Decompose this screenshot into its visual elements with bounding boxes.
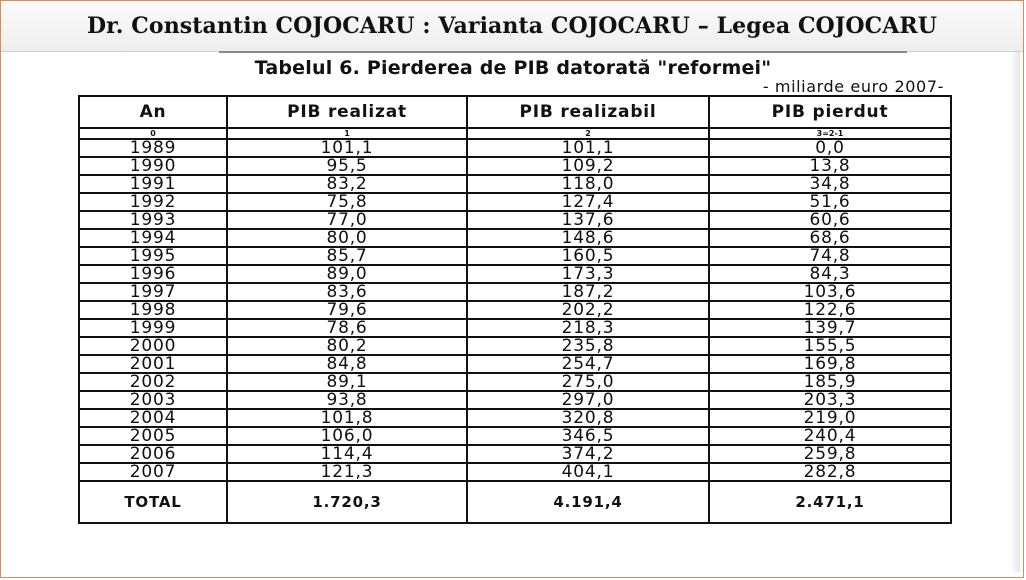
year-cell: 2005 bbox=[79, 427, 227, 445]
total-value: 2.471,1 bbox=[709, 481, 951, 523]
total-value: 1.720,3 bbox=[227, 481, 467, 523]
value-cell: 240,4 bbox=[709, 427, 951, 445]
value-cell: 185,9 bbox=[709, 373, 951, 391]
value-cell: 404,1 bbox=[467, 463, 709, 481]
year-cell: 1997 bbox=[79, 283, 227, 301]
value-cell: 275,0 bbox=[467, 373, 709, 391]
value-cell: 106,0 bbox=[227, 427, 467, 445]
year-cell: 1992 bbox=[79, 193, 227, 211]
year-cell: 2001 bbox=[79, 355, 227, 373]
value-cell: 109,2 bbox=[467, 157, 709, 175]
year-cell: 1995 bbox=[79, 247, 227, 265]
value-cell: 122,6 bbox=[709, 301, 951, 319]
table-title: Tabelul 6. Pierderea de PIB datorată "reformei" bbox=[254, 57, 772, 79]
value-cell: 78,6 bbox=[227, 319, 467, 337]
value-cell: 254,7 bbox=[467, 355, 709, 373]
page-edge-shadow bbox=[1010, 52, 1020, 572]
value-cell: 77,0 bbox=[227, 211, 467, 229]
value-cell: 219,0 bbox=[709, 409, 951, 427]
value-cell: 51,6 bbox=[709, 193, 951, 211]
year-cell: 1998 bbox=[79, 301, 227, 319]
value-cell: 235,8 bbox=[467, 337, 709, 355]
table-row bbox=[79, 157, 951, 175]
value-cell: 282,8 bbox=[709, 463, 951, 481]
value-cell: 95,5 bbox=[227, 157, 467, 175]
table-row bbox=[79, 427, 951, 445]
value-cell: 80,0 bbox=[227, 229, 467, 247]
index-cell: 1 bbox=[227, 128, 467, 139]
title-underline bbox=[219, 51, 907, 53]
header-pib-realizat: PIB realizat bbox=[227, 96, 467, 128]
value-cell: 187,2 bbox=[467, 283, 709, 301]
table-row bbox=[79, 337, 951, 355]
value-cell: 68,6 bbox=[709, 229, 951, 247]
year-cell: 2002 bbox=[79, 373, 227, 391]
year-cell: 1993 bbox=[79, 211, 227, 229]
value-cell: 173,3 bbox=[467, 265, 709, 283]
value-cell: 103,6 bbox=[709, 283, 951, 301]
value-cell: 80,2 bbox=[227, 337, 467, 355]
value-cell: 83,2 bbox=[227, 175, 467, 193]
value-cell: 75,8 bbox=[227, 193, 467, 211]
value-cell: 139,7 bbox=[709, 319, 951, 337]
year-cell: 1996 bbox=[79, 265, 227, 283]
table-row bbox=[79, 229, 951, 247]
table-row bbox=[79, 301, 951, 319]
value-cell: 297,0 bbox=[467, 391, 709, 409]
value-cell: 13,8 bbox=[709, 157, 951, 175]
value-cell: 60,6 bbox=[709, 211, 951, 229]
table-subtitle: - miliarde euro 2007- bbox=[762, 77, 944, 96]
value-cell: 101,1 bbox=[227, 139, 467, 157]
table-row bbox=[79, 247, 951, 265]
total-row bbox=[79, 481, 951, 523]
table-row bbox=[79, 409, 951, 427]
table-row bbox=[79, 355, 951, 373]
table-row bbox=[79, 211, 951, 229]
table-row bbox=[79, 139, 951, 157]
value-cell: 118,0 bbox=[467, 175, 709, 193]
value-cell: 84,8 bbox=[227, 355, 467, 373]
value-cell: 89,1 bbox=[227, 373, 467, 391]
value-cell: 79,6 bbox=[227, 301, 467, 319]
value-cell: 121,3 bbox=[227, 463, 467, 481]
value-cell: 127,4 bbox=[467, 193, 709, 211]
value-cell: 34,8 bbox=[709, 175, 951, 193]
value-cell: 148,6 bbox=[467, 229, 709, 247]
year-cell: 1990 bbox=[79, 157, 227, 175]
table-row bbox=[79, 193, 951, 211]
index-cell: 0 bbox=[79, 128, 227, 139]
year-cell: 1991 bbox=[79, 175, 227, 193]
year-cell: 1989 bbox=[79, 139, 227, 157]
value-cell: 202,2 bbox=[467, 301, 709, 319]
value-cell: 374,2 bbox=[467, 445, 709, 463]
value-cell: 83,6 bbox=[227, 283, 467, 301]
year-cell: 2007 bbox=[79, 463, 227, 481]
value-cell: 259,8 bbox=[709, 445, 951, 463]
value-cell: 101,8 bbox=[227, 409, 467, 427]
table-row bbox=[79, 319, 951, 337]
table-row bbox=[79, 463, 951, 481]
value-cell: 160,5 bbox=[467, 247, 709, 265]
value-cell: 101,1 bbox=[467, 139, 709, 157]
value-cell: 84,3 bbox=[709, 265, 951, 283]
value-cell: 155,5 bbox=[709, 337, 951, 355]
value-cell: 137,6 bbox=[467, 211, 709, 229]
value-cell: 114,4 bbox=[227, 445, 467, 463]
table-row bbox=[79, 445, 951, 463]
total-label: TOTAL bbox=[79, 481, 227, 523]
value-cell: 93,8 bbox=[227, 391, 467, 409]
index-cell: 3=2-1 bbox=[709, 128, 951, 139]
value-cell: 346,5 bbox=[467, 427, 709, 445]
table-row bbox=[79, 175, 951, 193]
page-title: Dr. Constantin COJOCARU : Varianta COJOCARU – Legea COJOCARU bbox=[86, 13, 938, 39]
table-row bbox=[79, 373, 951, 391]
year-cell: 2004 bbox=[79, 409, 227, 427]
value-cell: 74,8 bbox=[709, 247, 951, 265]
header-pib-realizabil: PIB realizabil bbox=[467, 96, 709, 128]
year-cell: 1994 bbox=[79, 229, 227, 247]
header-an: An bbox=[79, 96, 227, 128]
total-value: 4.191,4 bbox=[467, 481, 709, 523]
table-header-row bbox=[79, 96, 951, 128]
year-cell: 2006 bbox=[79, 445, 227, 463]
header-band bbox=[1, 1, 1023, 52]
value-cell: 203,3 bbox=[709, 391, 951, 409]
value-cell: 0,0 bbox=[709, 139, 951, 157]
index-cell: 2 bbox=[467, 128, 709, 139]
value-cell: 218,3 bbox=[467, 319, 709, 337]
year-cell: 2000 bbox=[79, 337, 227, 355]
value-cell: 320,8 bbox=[467, 409, 709, 427]
gdp-loss-table bbox=[78, 95, 952, 524]
table-row bbox=[79, 265, 951, 283]
header-pib-pierdut: PIB pierdut bbox=[709, 96, 951, 128]
value-cell: 89,0 bbox=[227, 265, 467, 283]
year-cell: 2003 bbox=[79, 391, 227, 409]
table-row bbox=[79, 283, 951, 301]
value-cell: 85,7 bbox=[227, 247, 467, 265]
year-cell: 1999 bbox=[79, 319, 227, 337]
value-cell: 169,8 bbox=[709, 355, 951, 373]
table-row bbox=[79, 391, 951, 409]
